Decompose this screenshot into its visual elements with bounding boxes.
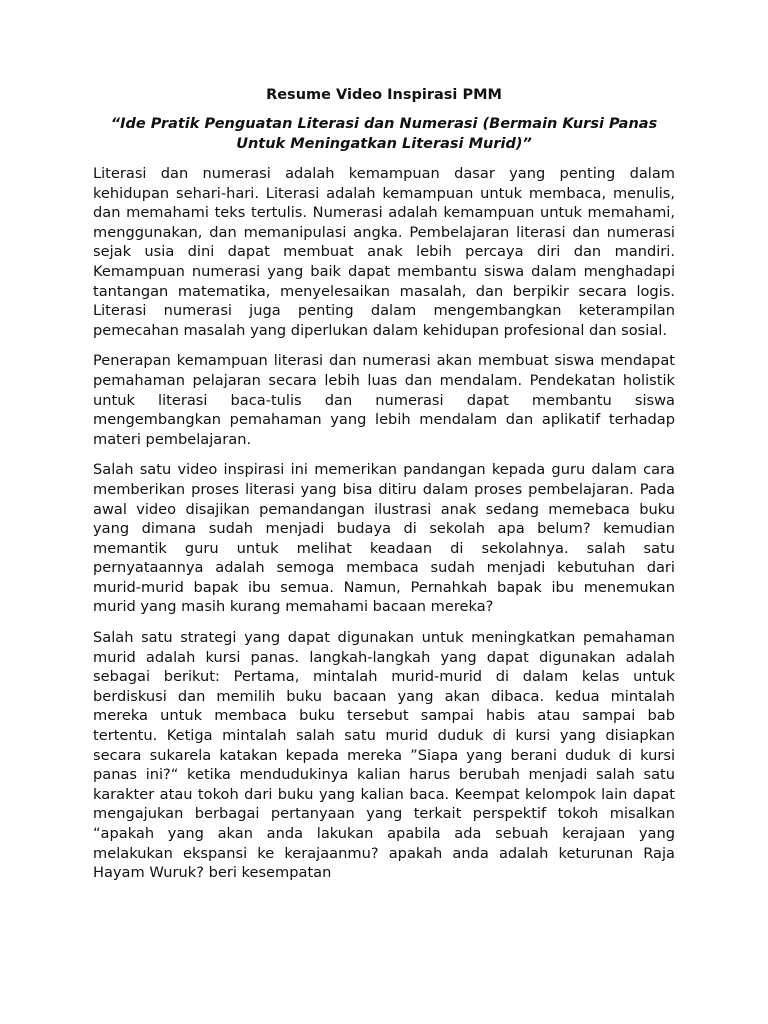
paragraph-1: Literasi dan numerasi adalah kemampuan dasar yang penting dalam kehidupan sehari-hari. Literasi adalah kemampuan untuk membaca, menulis, dan memahami teks tertulis. Numerasi adalah kemampuan untuk memahami, menggunakan, dan memanipulasi angka. Pembelajaran literasi dan numerasi sejak usia dini dapat membuat anak lebih percaya diri dan mandiri. Kemampuan numerasi yang baik dapat membantu siswa dalam menghadapi tantangan matematika, menyelesaikan masalah, dan berpikir secara logis. Literasi numerasi juga penting dalam mengembangkan keterampilan pemecahan masalah yang diperlukan dalam kehidupan profesional dan sosial. <box>93 165 675 339</box>
paragraph-4: Salah satu strategi yang dapat digunakan untuk meningkatkan pemahaman murid adalah kursi panas. langkah-langkah yang dapat digunakan adalah sebagai berikut: Pertama, mintalah murid-murid di dalam kelas untuk berdiskusi dan memilih buku bacaan yang akan dibaca. kedua mintalah mereka untuk membaca buku tersebut sampai habis atau sampai bab tertentu. Ketiga mintalah salah satu murid duduk di kursi yang disiapkan secara sukarela katakan kepada mereka ”Siapa yang berani duduk di kursi panas ini?“ ketika mendudukinya kalian harus berubah menjadi salah satu karakter atau tokoh dari buku yang kalian baca. Keempat kelompok lain dapat mengajukan berbagai pertanyaan yang terkait perspektif tokoh misalkan “apakah yang akan anda lakukan apabila ada sebuah kerajaan yang melakukan ekspansi ke kerajaanmu? apakah anda adalah keturunan Raja Hayam Wuruk? beri kesempatan <box>93 629 675 882</box>
document-page <box>93 86 675 894</box>
document-subtitle: “Ide Pratik Penguatan Literasi dan Numerasi (Bermain Kursi Panas Untuk Meningatkan Literasi Murid)” <box>110 116 658 152</box>
document-title: Resume Video Inspirasi PMM <box>266 87 502 103</box>
paragraph-2: Penerapan kemampuan literasi dan numerasi akan membuat siswa mendapat pemahaman pelajaran secara lebih luas dan mendalam. Pendekatan holistik untuk literasi baca-tulis dan numerasi dapat membantu siswa mengembangkan pemahaman yang lebih mendalam dan aplikatif terhadap materi pembelajaran. <box>93 352 675 448</box>
paragraph-3: Salah satu video inspirasi ini memerikan pandangan kepada guru dalam cara memberikan proses literasi yang bisa ditiru dalam proses pembelajaran. Pada awal video disajikan pemandangan ilustrasi anak sedang memebaca buku yang dimana sudah menjadi budaya di sekolah apa belum? kemudian memantik guru untuk melihat keadaan di sekolahnya. salah satu pernyataannya adalah semoga membaca sudah menjadi kebutuhan dari murid-murid bapak ibu semua. Namun, Pernahkah bapak ibu menemukan murid yang masih kurang memahami bacaan mereka? <box>93 461 675 616</box>
